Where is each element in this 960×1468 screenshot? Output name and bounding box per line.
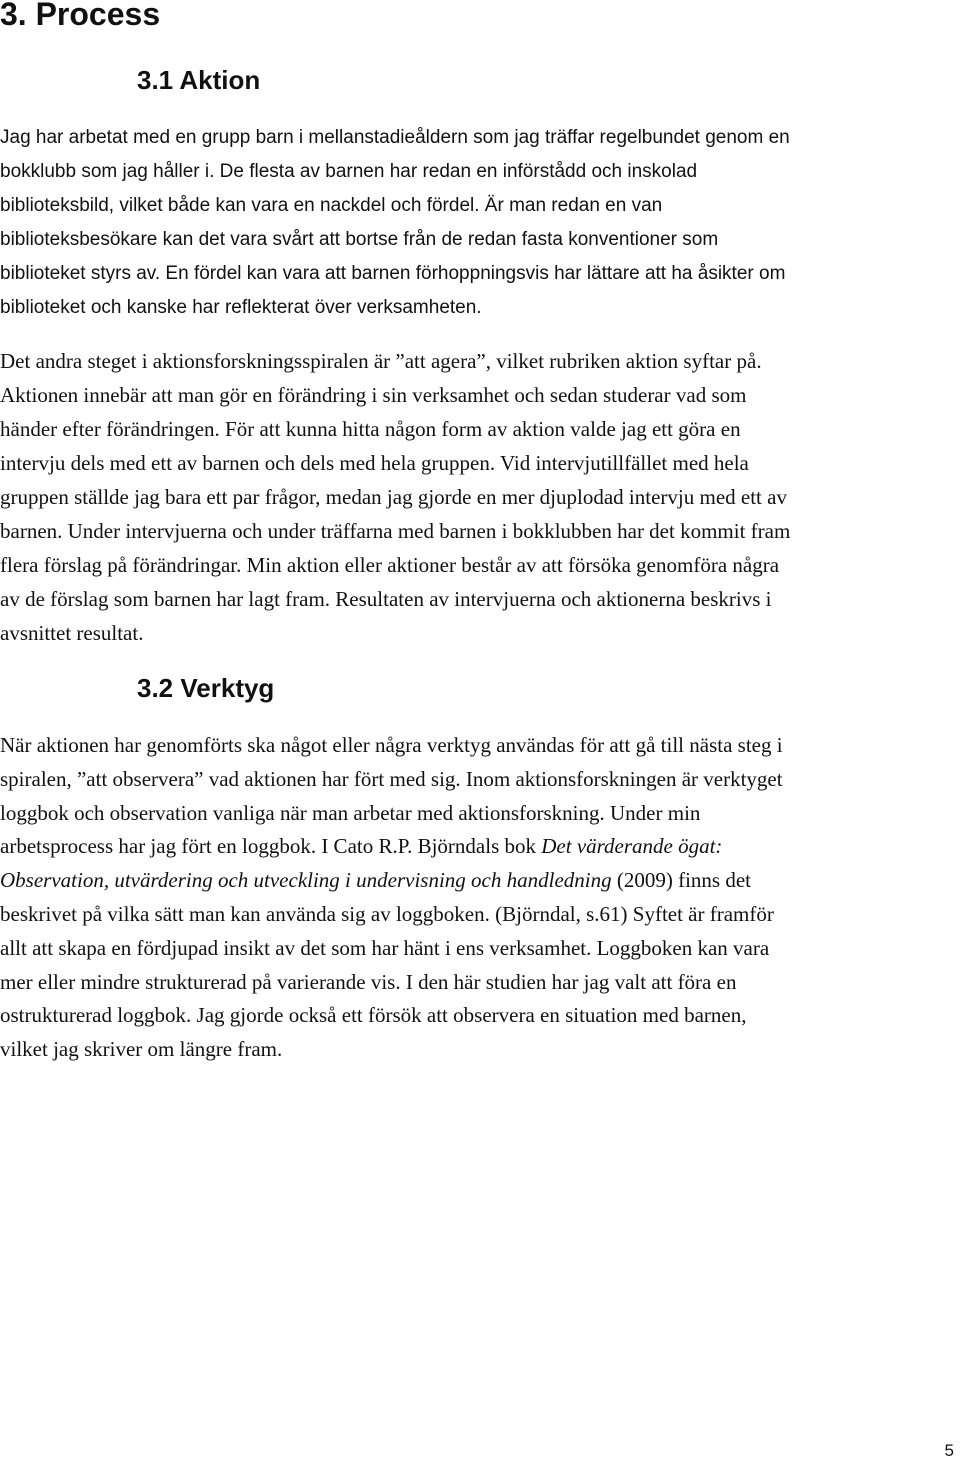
text-line: flera förslag på förändringar. Min aktion eller aktioner består av att försöka genomföra några — [0, 553, 780, 577]
section-heading-aktion: 3.1 Aktion — [137, 65, 261, 95]
text-line: händer efter förändringen. För att kunna hitta någon form av aktion valde jag ett göra en — [0, 417, 741, 441]
text-line: barnen. Under intervjuerna och under träffarna med barnen i bokklubben har det kommit fram — [0, 519, 791, 543]
text-line: bokklubb som jag håller i. De flesta av barnen har redan en införstådd och inskolad — [0, 161, 698, 182]
paragraph-aktion-description — [0, 344, 960, 650]
book-title-part-1: Det värderande ögat: — [541, 834, 723, 859]
text-line: Aktionen innebär att man gör en förändring i sin verksamhet och sedan studerar vad som — [0, 383, 747, 407]
text-line: beskrivet på vilka sätt man kan använda sig av loggboken. (Björndal, s.61) Syftet är framför — [0, 901, 774, 926]
text-line: biblioteksbild, vilket både kan vara en nackdel och fördel. Är man redan en van — [0, 195, 663, 216]
text-line: När aktionen har genomförts ska något eller några verktyg användas för att gå till nästa steg i — [0, 733, 783, 757]
section-heading-verktyg: 3.2 Verktyg — [137, 673, 275, 703]
text-line: gruppen ställde jag bara ett par frågor, medan jag gjorde en mer djuplodad intervju med ett av — [0, 485, 787, 509]
paragraph-aktion-intro — [0, 121, 960, 325]
text-line — [0, 864, 960, 898]
text-run: (2009) finns det — [611, 868, 752, 893]
text-line — [0, 830, 960, 864]
text-line: biblioteket och kanske har reflekterat över verksamheten. — [0, 297, 482, 318]
text-line: spiralen, ”att observera” vad aktionen har fört med sig. Inom aktionsforskningen är verktyget — [0, 766, 783, 791]
text-line: allt att skapa en fördjupad insikt av det som har hänt i ens verksamhet. Loggboken kan vara — [0, 935, 770, 960]
text-line: avsnittet resultat. — [0, 621, 144, 645]
text-line: Jag har arbetat med en grupp barn i mellanstadieåldern som jag träffar regelbundet genom en — [0, 127, 790, 148]
book-title-part-2: Observation, utvärdering och utveckling i undervisning och handledning — [0, 868, 612, 893]
paragraph-verktyg — [0, 729, 960, 1067]
text-line: biblioteket styrs av. En fördel kan vara att barnen förhoppningsvis har lättare att ha åsikter om — [0, 263, 786, 284]
text-run: arbetsprocess har jag fört en loggbok. I Cato R.P. Björndals bok — [0, 834, 542, 859]
text-line: vilket jag skriver om längre fram. — [0, 1037, 283, 1062]
text-line: ostrukturerad loggbok. Jag gjorde också ett försök att observera en situation med barnen, — [0, 1003, 747, 1028]
text-line: intervju dels med ett av barnen och dels med hela gruppen. Vid intervjutillfället med hela — [0, 451, 749, 475]
page-number: 5 — [944, 1441, 954, 1460]
text-line: Det andra steget i aktionsforskningsspiralen är ”att agera”, vilket rubriken aktion syftar på. — [0, 349, 762, 373]
text-line: mer eller mindre strukturerad på varierande vis. I den här studien har jag valt att föra en — [0, 969, 737, 994]
text-line: av de förslag som barnen har lagt fram. Resultaten av intervjuerna och aktionerna beskrivs i — [0, 587, 772, 611]
chapter-heading: 3. Process — [0, 0, 161, 32]
text-line: loggbok och observation vanliga när man arbetar med aktionsforskning. Under min — [0, 800, 701, 825]
text-line: biblioteksbesökare kan det vara svårt att bortse från de redan fasta konventioner som — [0, 229, 719, 250]
